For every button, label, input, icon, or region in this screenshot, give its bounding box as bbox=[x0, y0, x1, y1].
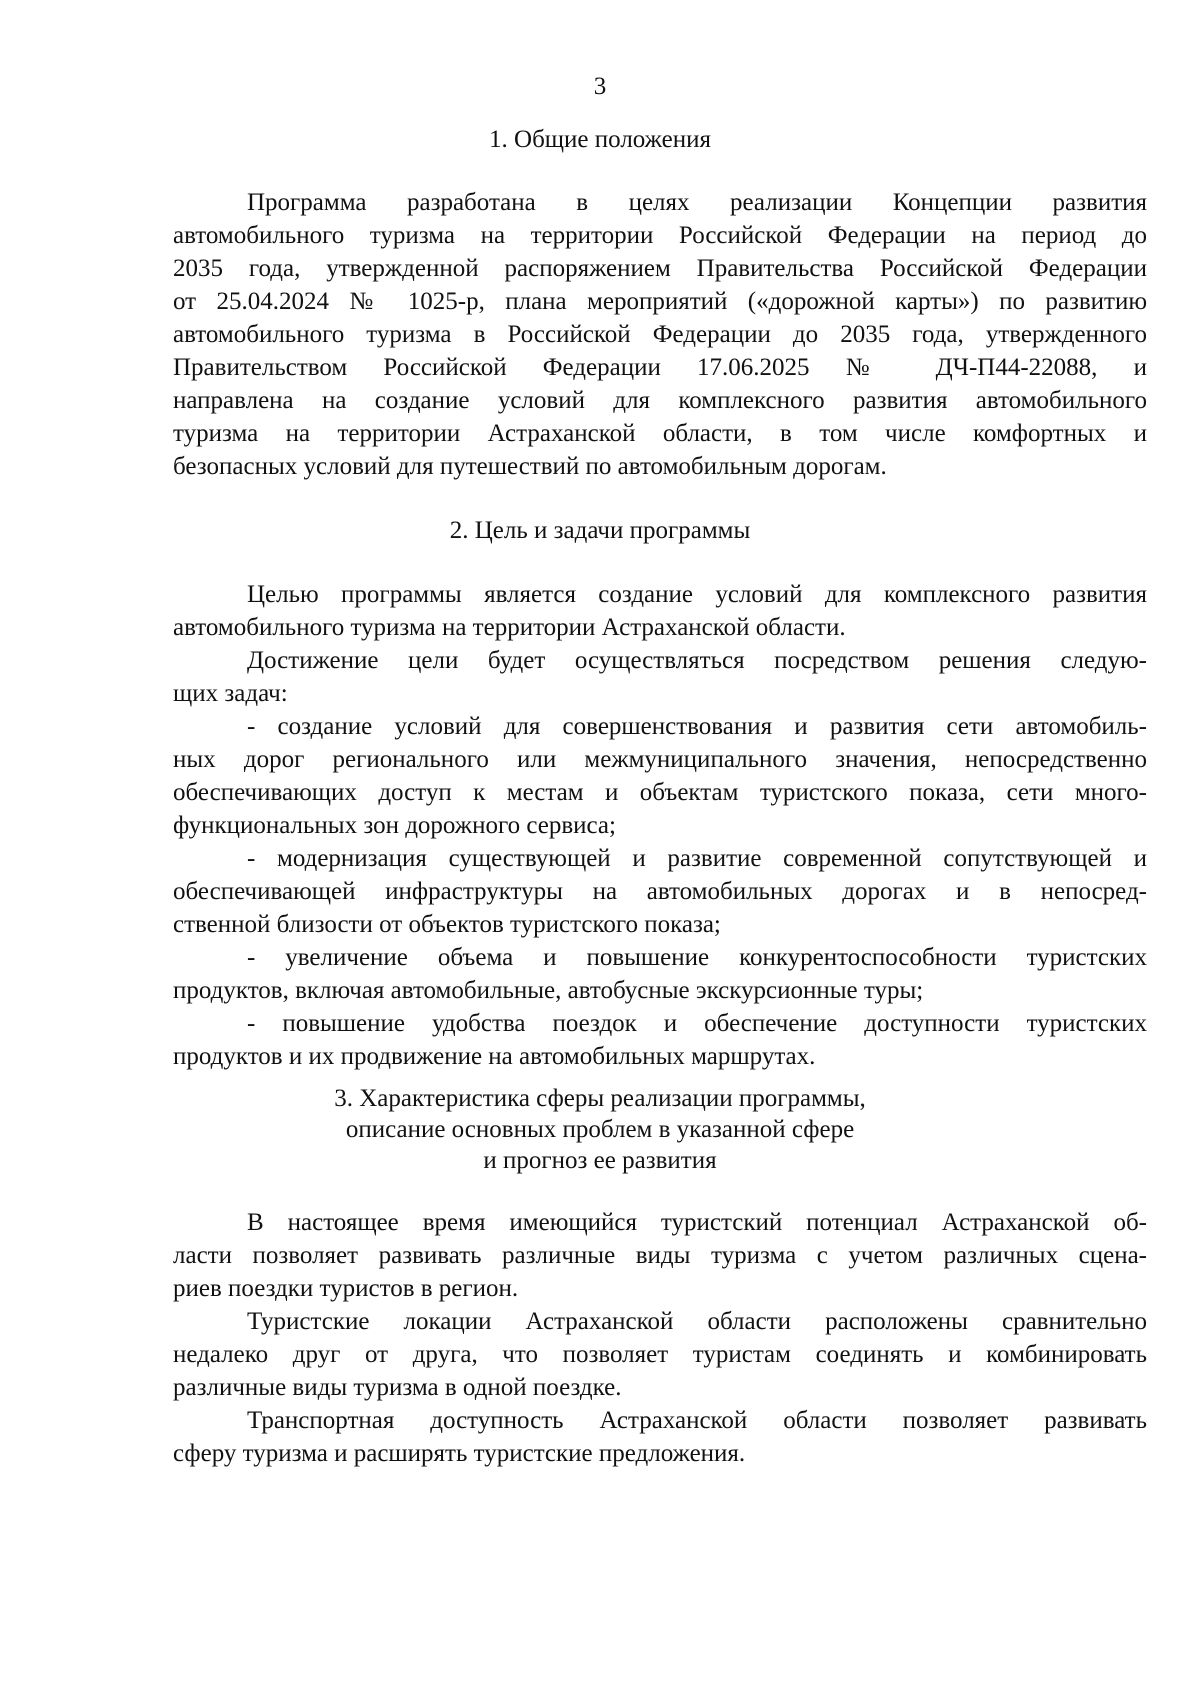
list-item bbox=[173, 941, 1147, 1007]
section-3-body bbox=[173, 1206, 1147, 1470]
text-line: сферу туризма и расширять туристские предложения. bbox=[173, 1440, 746, 1467]
text-line: Туристские локации Астраханской области расположены сравнительно bbox=[247, 1308, 1147, 1335]
heading-line: 1. Общие положения bbox=[489, 126, 711, 153]
paragraph bbox=[173, 1206, 1147, 1305]
text-line: продуктов и их продвижение на автомобильных маршрутах. bbox=[173, 1043, 816, 1070]
text-line: продуктов, включая автомобильные, автобусные экскурсионные туры; bbox=[173, 977, 924, 1004]
paragraph bbox=[173, 1404, 1147, 1470]
heading-line: 2. Цель и задачи программы bbox=[449, 517, 751, 544]
text-line: автомобильного туризма на территории Астраханской области. bbox=[173, 614, 846, 641]
heading-line: и прогноз ее развития bbox=[483, 1147, 717, 1174]
paragraph bbox=[173, 186, 1147, 483]
text-line: обеспечивающих доступ к местам и объектам туристского показа, сети много- bbox=[173, 779, 1147, 806]
text-line: щих задач: bbox=[173, 680, 288, 707]
text-line: различные виды туризма в одной поездке. bbox=[173, 1374, 622, 1401]
text-line: от 25.04.2024 № 1025-р, плана мероприятий («дорожной карты») по развитию bbox=[173, 288, 1147, 315]
text-line: Правительством Российской Федерации 17.06.2025 № ДЧ-П44-22088, и bbox=[173, 354, 1147, 381]
text-line: ных дорог регионального или межмуниципального значения, непосредственно bbox=[173, 746, 1147, 773]
text-line: Целью программы является создание условий для комплексного развития bbox=[247, 581, 1147, 608]
text-line: 2035 года, утвержденной распоряжением Правительства Российской Федерации bbox=[173, 255, 1147, 282]
text-line: ственной близости от объектов туристского показа; bbox=[173, 911, 721, 938]
paragraph bbox=[173, 644, 1147, 710]
section-3-heading bbox=[0, 1083, 1200, 1176]
text-line: риев поездки туристов в регион. bbox=[173, 1275, 519, 1302]
text-line: ласти позволяет развивать различные виды туризма с учетом различных сцена- bbox=[173, 1242, 1147, 1269]
text-line: безопасных условий для путешествий по автомобильным дорогам. bbox=[173, 453, 887, 480]
page-number: 3 bbox=[593, 73, 607, 100]
section-2-heading bbox=[0, 515, 1200, 546]
list-item bbox=[173, 710, 1147, 842]
text-line: Транспортная доступность Астраханской области позволяет развивать bbox=[247, 1407, 1147, 1434]
text-line: недалеко друг от друга, что позволяет туристам соединять и комбинировать bbox=[173, 1341, 1147, 1368]
text-line: В настоящее время имеющийся туристский потенциал Астраханской об- bbox=[247, 1209, 1147, 1236]
text-line: - модернизация существующей и развитие современной сопутствующей и bbox=[247, 845, 1147, 872]
heading-line: описание основных проблем в указанной сфере bbox=[345, 1116, 855, 1143]
text-line: - создание условий для совершенствования и развития сети автомобиль- bbox=[247, 713, 1147, 740]
text-line: направлена на создание условий для комплексного развития автомобильного bbox=[173, 387, 1147, 414]
list-item bbox=[173, 842, 1147, 941]
text-line: - повышение удобства поездок и обеспечение доступности туристских bbox=[247, 1010, 1147, 1037]
text-line: Достижение цели будет осуществляться посредством решения следую- bbox=[247, 647, 1147, 674]
text-line: Программа разработана в целях реализации Концепции развития bbox=[247, 189, 1147, 216]
section-2-body bbox=[173, 578, 1147, 1073]
text-line: автомобильного туризма на территории Российской Федерации на период до bbox=[173, 222, 1147, 249]
heading-line: 3. Характеристика сферы реализации программы, bbox=[334, 1085, 866, 1112]
text-line: обеспечивающей инфраструктуры на автомобильных дорогах и в непосред- bbox=[173, 878, 1147, 905]
section-1-body bbox=[173, 186, 1147, 483]
text-line: - увеличение объема и повышение конкурентоспособности туристских bbox=[247, 944, 1147, 971]
text-line: функциональных зон дорожного сервиса; bbox=[173, 812, 616, 839]
paragraph bbox=[173, 1305, 1147, 1404]
paragraph bbox=[173, 578, 1147, 644]
section-1-heading bbox=[0, 124, 1200, 155]
text-line: туризма на территории Астраханской области, в том числе комфортных и bbox=[173, 420, 1147, 447]
text-line: автомобильного туризма в Российской Федерации до 2035 года, утвержденного bbox=[173, 321, 1147, 348]
list-item bbox=[173, 1007, 1147, 1073]
